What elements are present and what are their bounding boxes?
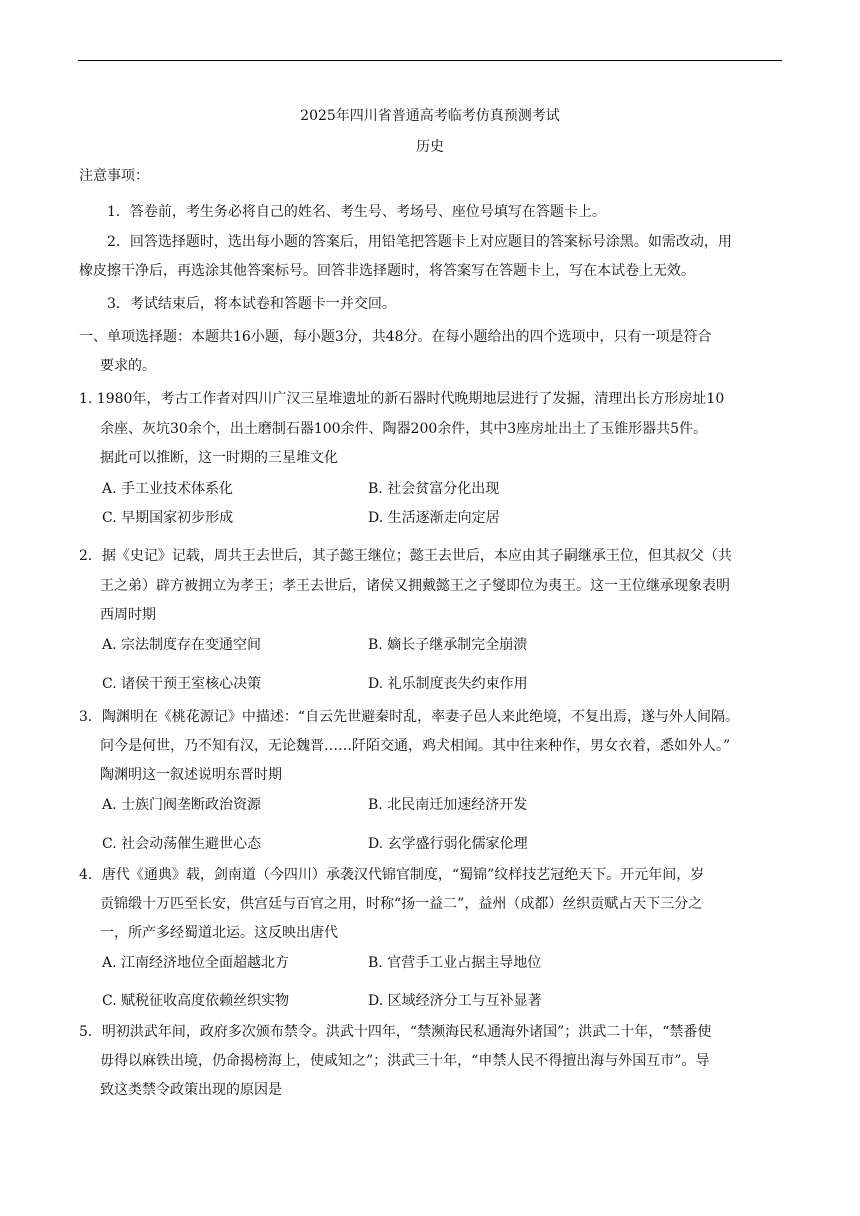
question-2-option-a: A. 宗法制度存在变通空间 [102,637,262,653]
question-1-option-b: B. 社会贫富分化出现 [368,481,500,497]
question-3-option-c: C. 社会动荡催生避世心态 [102,836,262,852]
note-1: 1．答卷前，考生务必将自己的姓名、考生号、考场号、座位号填写在答题卡上。 [107,204,606,220]
question-1-option-a: A. 手工业技术体系化 [102,481,234,497]
question-1-option-d: D. 生活逐渐走向定居 [368,510,500,526]
question-3-line-2: 问今是何世，乃不知有汉，无论魏晋……阡陌交通，鸡犬相闻。其中往来种作，男女衣着，悉如外人。” [100,738,731,754]
question-3-option-d: D. 玄学盛行弱化儒家伦理 [368,836,528,852]
question-3-option-b: B. 北民南迁加速经济开发 [368,797,528,813]
question-2-option-b: B. 嫡长子继承制完全崩溃 [368,637,528,653]
question-2-line-1: 2．据《史记》记载，周共王去世后，其子懿王继位；懿王去世后，本应由其子嗣继承王位，但其叔父（共 [79,548,732,564]
section-heading-line-2: 要求的。 [100,358,156,374]
question-2-line-2: 王之弟）辟方被拥立为孝王；孝王去世后，诸侯又拥戴懿王之子燮即位为夷王。这一王位继承现象表明 [100,578,730,594]
question-4-option-a: A. 江南经济地位全面超越北方 [102,955,290,971]
question-3-line-1: 3．陶渊明在《桃花源记》中描述：“自云先世避秦时乱，率妻子邑人来此绝境，不复出焉，遂与外人间隔。 [79,709,740,725]
question-5-line-3: 致这类禁令政策出现的原因是 [100,1082,282,1098]
note-3: 3．考试结束后，将本试卷和答题卡一并交回。 [107,296,396,312]
section-heading-line-1: 一、单项选择题：本题共16小题，每小题3分，共48分。在每小题给出的四个选项中，只有一项是符合 [79,329,712,345]
question-4-option-b: B. 官营手工业占据主导地位 [368,955,542,971]
question-2-option-d: D. 礼乐制度丧失约束作用 [368,676,528,692]
note-2-line-1: 2．回答选择题时，选出每小题的答案后，用铅笔把答题卡上对应题目的答案标号涂黑。如需改动，用 [107,234,732,250]
question-4-option-c: C. 赋税征收高度依赖丝织实物 [102,993,290,1009]
question-2-option-c: C. 诸侯干预王室核心决策 [102,676,262,692]
notes-heading: 注意事项： [79,168,149,184]
question-4-line-2: 贡锦缎十万匹至长安，供宫廷与百官之用，时称“扬一益二”，益州（成都）丝织贡赋占天下三分之 [100,896,703,912]
note-2-line-2: 橡皮擦干净后，再选涂其他答案标号。回答非选择题时，将答案写在答题卡上，写在本试卷上无效。 [79,263,695,279]
subject-title: 历史 [416,139,444,155]
question-4-line-1: 4．唐代《通典》载，剑南道（今四川）承袭汉代锦官制度，“蜀锦”纹样技艺冠绝天下。开元年间，岁 [79,867,705,883]
question-4-option-d: D. 区域经济分工与互补显著 [368,993,542,1009]
question-4-line-3: 一，所产多经蜀道北运。这反映出唐代 [100,925,338,941]
question-2-line-3: 西周时期 [100,607,156,623]
exam-title: 2025年四川省普通高考临考仿真预测考试 [300,108,560,124]
question-5-line-1: 5．明初洪武年间，政府多次颁布禁令。洪武十四年，“禁濒海民私通海外诸国”；洪武二十年，“禁番使 [79,1024,712,1040]
question-1-line-1: 1. 1980年，考古工作者对四川广汉三星堆遗址的新石器时代晚期地层进行了发掘，清理出长方形房址10 [79,391,725,407]
question-3-option-a: A. 士族门阀垄断政治资源 [102,797,262,813]
question-1-line-2: 余座、灰坑30余个，出土磨制石器100余件、陶器200余件，其中3座房址出土了玉锥形器共5件。 [100,421,708,437]
question-1-option-c: C. 早期国家初步形成 [102,510,234,526]
header-rule [78,60,782,61]
question-3-line-3: 陶渊明这一叙述说明东晋时期 [100,767,282,783]
question-5-line-2: 毋得以麻铁出境，仍命揭榜海上，使咸知之”；洪武三十年，“申禁人民不得擅出海与外国互市”。导 [100,1053,710,1069]
question-1-line-3: 据此可以推断，这一时期的三星堆文化 [100,450,338,466]
